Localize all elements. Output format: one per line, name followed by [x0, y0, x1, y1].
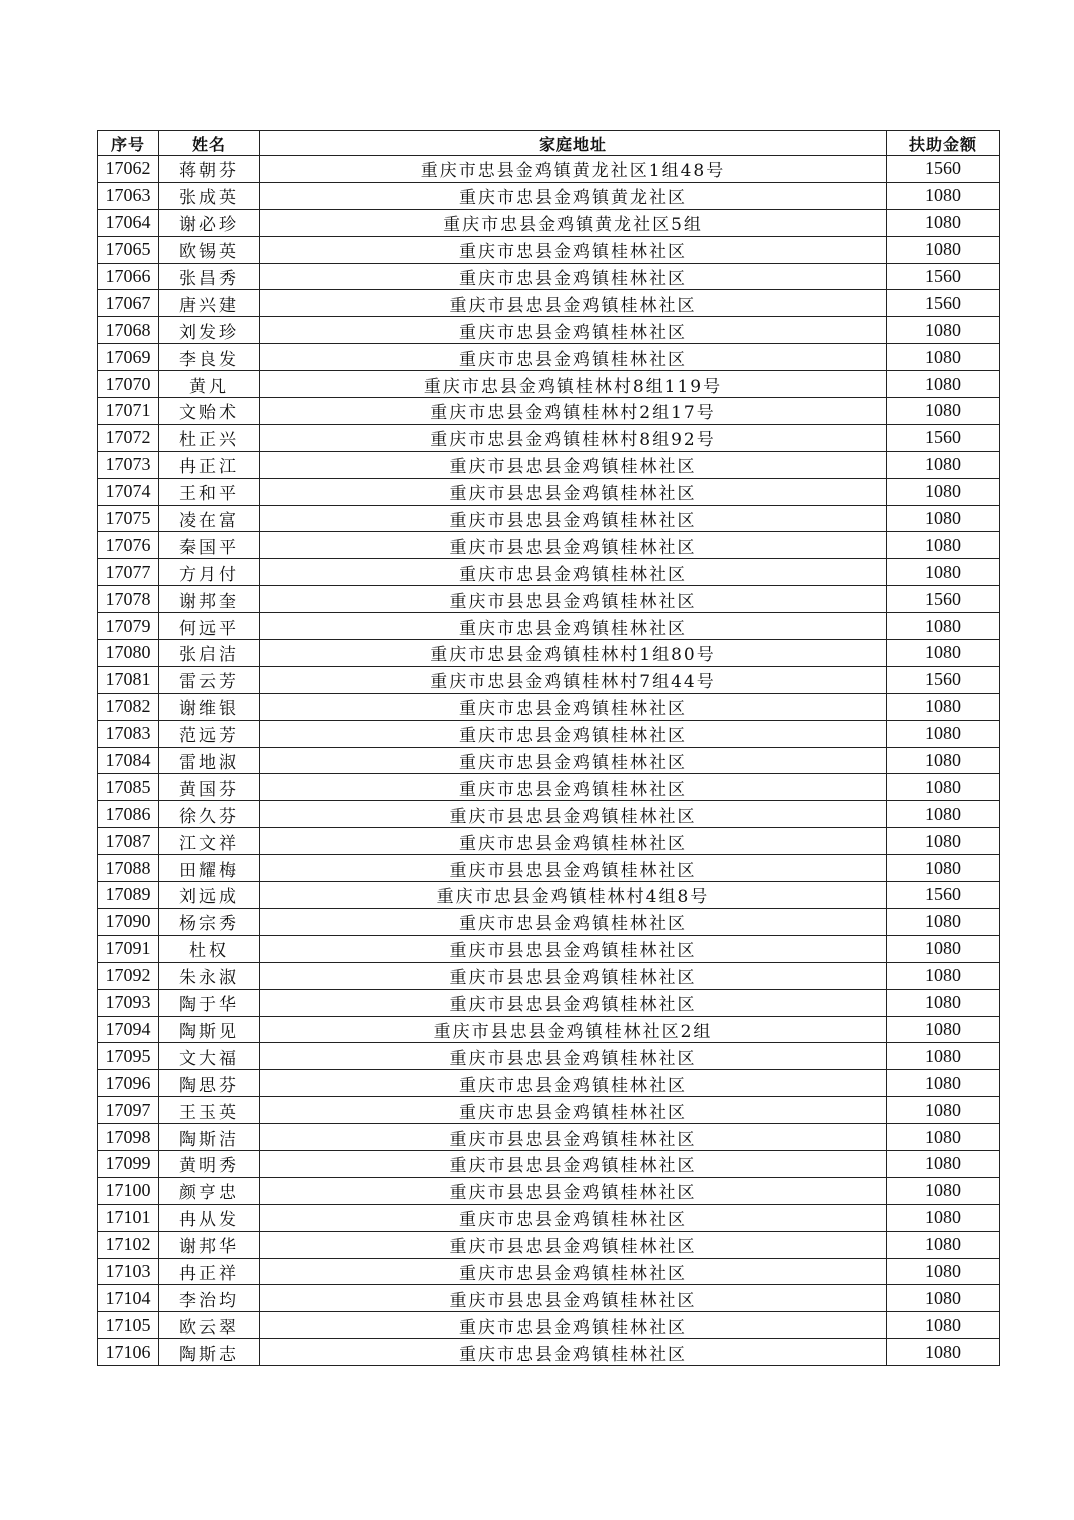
cell-amount: 1560 [887, 666, 1000, 693]
cell-amount: 1080 [887, 1097, 1000, 1124]
cell-serial-number: 17076 [98, 532, 159, 559]
cell-name: 黄国芬 [159, 774, 260, 801]
cell-amount: 1560 [887, 156, 1000, 183]
cell-serial-number: 17077 [98, 559, 159, 586]
cell-amount: 1080 [887, 989, 1000, 1016]
cell-amount: 1080 [887, 855, 1000, 882]
table-row [98, 640, 1000, 667]
cell-serial-number: 17094 [98, 1016, 159, 1043]
cell-amount: 1080 [887, 532, 1000, 559]
cell-name: 范远芳 [159, 720, 260, 747]
cell-serial-number: 17096 [98, 1070, 159, 1097]
table-row [98, 1258, 1000, 1285]
cell-name: 王和平 [159, 478, 260, 505]
table-row [98, 451, 1000, 478]
cell-name: 凌在富 [159, 505, 260, 532]
cell-address: 重庆市县忠县金鸡镇桂林社区 [260, 935, 887, 962]
cell-address: 重庆市县忠县金鸡镇桂林社区 [260, 478, 887, 505]
cell-serial-number: 17097 [98, 1097, 159, 1124]
cell-serial-number: 17082 [98, 693, 159, 720]
cell-address: 重庆市忠县金鸡镇桂林社区 [260, 747, 887, 774]
table-row [98, 1231, 1000, 1258]
cell-address: 重庆市县忠县金鸡镇桂林社区 [260, 1124, 887, 1151]
cell-address: 重庆市县忠县金鸡镇桂林社区2组 [260, 1016, 887, 1043]
cell-amount: 1560 [887, 586, 1000, 613]
cell-address: 重庆市县忠县金鸡镇桂林社区 [260, 962, 887, 989]
cell-name: 文贻术 [159, 398, 260, 425]
cell-amount: 1080 [887, 1312, 1000, 1339]
cell-amount: 1080 [887, 1043, 1000, 1070]
cell-name: 秦国平 [159, 532, 260, 559]
cell-address: 重庆市县忠县金鸡镇桂林社区 [260, 505, 887, 532]
table-row [98, 828, 1000, 855]
cell-name: 欧锡英 [159, 236, 260, 263]
table-row [98, 156, 1000, 183]
table-body [98, 156, 1000, 1366]
cell-serial-number: 17064 [98, 209, 159, 236]
table-row [98, 1285, 1000, 1312]
cell-address: 重庆市忠县金鸡镇桂林社区 [260, 1097, 887, 1124]
cell-amount: 1080 [887, 317, 1000, 344]
cell-amount: 1080 [887, 236, 1000, 263]
table-row [98, 559, 1000, 586]
cell-amount: 1080 [887, 182, 1000, 209]
cell-amount: 1080 [887, 1124, 1000, 1151]
cell-address: 重庆市忠县金鸡镇桂林村7组44号 [260, 666, 887, 693]
table-row [98, 774, 1000, 801]
cell-name: 雷云芳 [159, 666, 260, 693]
cell-serial-number: 17068 [98, 317, 159, 344]
cell-name: 欧云翠 [159, 1312, 260, 1339]
cell-amount: 1080 [887, 613, 1000, 640]
table-row [98, 371, 1000, 398]
cell-amount: 1080 [887, 962, 1000, 989]
cell-serial-number: 17081 [98, 666, 159, 693]
cell-address: 重庆市县忠县金鸡镇桂林社区 [260, 1043, 887, 1070]
cell-serial-number: 17065 [98, 236, 159, 263]
table-row [98, 1312, 1000, 1339]
cell-serial-number: 17103 [98, 1258, 159, 1285]
cell-serial-number: 17062 [98, 156, 159, 183]
cell-address: 重庆市忠县金鸡镇桂林社区 [260, 1070, 887, 1097]
cell-address: 重庆市忠县金鸡镇桂林村4组8号 [260, 882, 887, 909]
cell-amount: 1080 [887, 451, 1000, 478]
cell-name: 谢维银 [159, 693, 260, 720]
cell-serial-number: 17092 [98, 962, 159, 989]
cell-address: 重庆市忠县金鸡镇桂林社区 [260, 559, 887, 586]
cell-address: 重庆市县忠县金鸡镇桂林社区 [260, 1231, 887, 1258]
cell-address: 重庆市忠县金鸡镇桂林社区 [260, 236, 887, 263]
cell-amount: 1080 [887, 1339, 1000, 1366]
header-row [98, 131, 1000, 156]
cell-amount: 1080 [887, 209, 1000, 236]
cell-address: 重庆市县忠县金鸡镇桂林社区 [260, 1285, 887, 1312]
table-row [98, 882, 1000, 909]
cell-amount: 1080 [887, 693, 1000, 720]
table-row [98, 1150, 1000, 1177]
cell-address: 重庆市忠县金鸡镇桂林社区 [260, 1312, 887, 1339]
table-row [98, 801, 1000, 828]
cell-serial-number: 17091 [98, 935, 159, 962]
cell-address: 重庆市忠县金鸡镇黄龙社区5组 [260, 209, 887, 236]
table-row [98, 747, 1000, 774]
cell-address: 重庆市县忠县金鸡镇桂林社区 [260, 586, 887, 613]
cell-amount: 1080 [887, 1150, 1000, 1177]
cell-name: 唐兴建 [159, 290, 260, 317]
cell-serial-number: 17075 [98, 505, 159, 532]
cell-address: 重庆市县忠县金鸡镇桂林社区 [260, 855, 887, 882]
cell-address: 重庆市忠县金鸡镇黄龙社区1组48号 [260, 156, 887, 183]
cell-serial-number: 17093 [98, 989, 159, 1016]
cell-address: 重庆市忠县金鸡镇桂林社区 [260, 613, 887, 640]
cell-serial-number: 17100 [98, 1177, 159, 1204]
cell-amount: 1080 [887, 371, 1000, 398]
cell-serial-number: 17071 [98, 398, 159, 425]
cell-address: 重庆市忠县金鸡镇桂林社区 [260, 1204, 887, 1231]
cell-name: 刘发珍 [159, 317, 260, 344]
cell-amount: 1080 [887, 640, 1000, 667]
cell-name: 陶思芬 [159, 1070, 260, 1097]
table-header [98, 131, 1000, 156]
cell-serial-number: 17072 [98, 424, 159, 451]
cell-address: 重庆市忠县金鸡镇桂林村8组119号 [260, 371, 887, 398]
cell-name: 陶斯见 [159, 1016, 260, 1043]
cell-name: 陶斯志 [159, 1339, 260, 1366]
cell-name: 张成英 [159, 182, 260, 209]
table-row [98, 962, 1000, 989]
cell-name: 黄明秀 [159, 1150, 260, 1177]
cell-serial-number: 17105 [98, 1312, 159, 1339]
cell-amount: 1560 [887, 424, 1000, 451]
cell-amount: 1080 [887, 774, 1000, 801]
cell-name: 徐久芬 [159, 801, 260, 828]
cell-address: 重庆市县忠县金鸡镇桂林社区 [260, 290, 887, 317]
table-row [98, 586, 1000, 613]
cell-amount: 1080 [887, 1231, 1000, 1258]
cell-amount: 1080 [887, 908, 1000, 935]
cell-name: 冉正江 [159, 451, 260, 478]
table-row [98, 317, 1000, 344]
cell-amount: 1080 [887, 478, 1000, 505]
cell-amount: 1080 [887, 1070, 1000, 1097]
cell-amount: 1080 [887, 1285, 1000, 1312]
cell-serial-number: 17069 [98, 344, 159, 371]
cell-serial-number: 17089 [98, 882, 159, 909]
table-row [98, 908, 1000, 935]
cell-serial-number: 17104 [98, 1285, 159, 1312]
cell-name: 黄凡 [159, 371, 260, 398]
cell-address: 重庆市县忠县金鸡镇桂林社区 [260, 1177, 887, 1204]
cell-amount: 1080 [887, 505, 1000, 532]
cell-name: 李良发 [159, 344, 260, 371]
cell-amount: 1080 [887, 559, 1000, 586]
cell-amount: 1080 [887, 828, 1000, 855]
table-row [98, 1177, 1000, 1204]
table-row [98, 263, 1000, 290]
table-row [98, 236, 1000, 263]
cell-serial-number: 17067 [98, 290, 159, 317]
cell-serial-number: 17086 [98, 801, 159, 828]
cell-address: 重庆市忠县金鸡镇桂林社区 [260, 317, 887, 344]
cell-serial-number: 17106 [98, 1339, 159, 1366]
header-serial-number: 序号 [98, 131, 159, 156]
cell-amount: 1080 [887, 1204, 1000, 1231]
table-row [98, 424, 1000, 451]
table-row [98, 182, 1000, 209]
cell-amount: 1560 [887, 882, 1000, 909]
cell-serial-number: 17088 [98, 855, 159, 882]
cell-name: 文大福 [159, 1043, 260, 1070]
header-subsidy-amount: 扶助金额 [887, 131, 1000, 156]
cell-amount: 1560 [887, 263, 1000, 290]
cell-address: 重庆市忠县金鸡镇桂林社区 [260, 774, 887, 801]
cell-name: 江文祥 [159, 828, 260, 855]
table-row [98, 935, 1000, 962]
cell-serial-number: 17083 [98, 720, 159, 747]
cell-amount: 1560 [887, 290, 1000, 317]
cell-address: 重庆市县忠县金鸡镇桂林社区 [260, 989, 887, 1016]
cell-serial-number: 17095 [98, 1043, 159, 1070]
cell-address: 重庆市忠县金鸡镇桂林社区 [260, 1339, 887, 1366]
table-row [98, 666, 1000, 693]
cell-name: 陶斯洁 [159, 1124, 260, 1151]
cell-name: 蒋朝芬 [159, 156, 260, 183]
table-row [98, 1016, 1000, 1043]
table-row [98, 398, 1000, 425]
cell-name: 冉从发 [159, 1204, 260, 1231]
cell-serial-number: 17101 [98, 1204, 159, 1231]
table-row [98, 505, 1000, 532]
cell-name: 杜正兴 [159, 424, 260, 451]
cell-serial-number: 17099 [98, 1150, 159, 1177]
cell-amount: 1080 [887, 344, 1000, 371]
cell-serial-number: 17070 [98, 371, 159, 398]
cell-address: 重庆市忠县金鸡镇桂林社区 [260, 344, 887, 371]
cell-address: 重庆市忠县金鸡镇桂林村8组92号 [260, 424, 887, 451]
cell-name: 方月付 [159, 559, 260, 586]
table-row [98, 1043, 1000, 1070]
table-row [98, 989, 1000, 1016]
cell-serial-number: 17079 [98, 613, 159, 640]
table-row [98, 290, 1000, 317]
cell-name: 张昌秀 [159, 263, 260, 290]
cell-address: 重庆市忠县金鸡镇桂林社区 [260, 908, 887, 935]
cell-amount: 1080 [887, 1258, 1000, 1285]
cell-name: 李治均 [159, 1285, 260, 1312]
cell-address: 重庆市县忠县金鸡镇桂林社区 [260, 451, 887, 478]
table-row [98, 1070, 1000, 1097]
cell-name: 王玉英 [159, 1097, 260, 1124]
cell-name: 陶于华 [159, 989, 260, 1016]
cell-serial-number: 17087 [98, 828, 159, 855]
cell-serial-number: 17098 [98, 1124, 159, 1151]
cell-serial-number: 17090 [98, 908, 159, 935]
table-row [98, 720, 1000, 747]
cell-name: 冉正祥 [159, 1258, 260, 1285]
cell-address: 重庆市忠县金鸡镇桂林社区 [260, 263, 887, 290]
cell-serial-number: 17078 [98, 586, 159, 613]
cell-serial-number: 17084 [98, 747, 159, 774]
cell-amount: 1080 [887, 935, 1000, 962]
table-row [98, 478, 1000, 505]
table-row [98, 1204, 1000, 1231]
cell-address: 重庆市忠县金鸡镇桂林社区 [260, 720, 887, 747]
cell-address: 重庆市忠县金鸡镇桂林社区 [260, 1258, 887, 1285]
cell-address: 重庆市忠县金鸡镇黄龙社区 [260, 182, 887, 209]
cell-name: 谢必珍 [159, 209, 260, 236]
table-row [98, 613, 1000, 640]
cell-name: 何远平 [159, 613, 260, 640]
table-row [98, 855, 1000, 882]
table-row [98, 344, 1000, 371]
cell-address: 重庆市忠县金鸡镇桂林社区 [260, 828, 887, 855]
cell-name: 杨宗秀 [159, 908, 260, 935]
header-name: 姓名 [159, 131, 260, 156]
cell-serial-number: 17102 [98, 1231, 159, 1258]
cell-address: 重庆市忠县金鸡镇桂林村1组80号 [260, 640, 887, 667]
table-row [98, 1124, 1000, 1151]
table-row [98, 532, 1000, 559]
cell-serial-number: 17066 [98, 263, 159, 290]
table-row [98, 209, 1000, 236]
cell-name: 颜亨忠 [159, 1177, 260, 1204]
cell-address: 重庆市忠县金鸡镇桂林社区 [260, 693, 887, 720]
cell-name: 刘远成 [159, 882, 260, 909]
cell-amount: 1080 [887, 747, 1000, 774]
table-row [98, 1097, 1000, 1124]
cell-amount: 1080 [887, 398, 1000, 425]
cell-amount: 1080 [887, 1016, 1000, 1043]
cell-serial-number: 17063 [98, 182, 159, 209]
cell-address: 重庆市县忠县金鸡镇桂林社区 [260, 1150, 887, 1177]
header-home-address: 家庭地址 [260, 131, 887, 156]
cell-amount: 1080 [887, 801, 1000, 828]
table-row [98, 1339, 1000, 1366]
cell-serial-number: 17074 [98, 478, 159, 505]
cell-address: 重庆市县忠县金鸡镇桂林社区 [260, 801, 887, 828]
table-row [98, 693, 1000, 720]
cell-serial-number: 17073 [98, 451, 159, 478]
cell-name: 张启洁 [159, 640, 260, 667]
cell-name: 杜权 [159, 935, 260, 962]
cell-name: 朱永淑 [159, 962, 260, 989]
cell-address: 重庆市忠县金鸡镇桂林村2组17号 [260, 398, 887, 425]
cell-address: 重庆市县忠县金鸡镇桂林社区 [260, 532, 887, 559]
cell-amount: 1080 [887, 720, 1000, 747]
cell-name: 谢邦奎 [159, 586, 260, 613]
cell-name: 雷地淑 [159, 747, 260, 774]
cell-amount: 1080 [887, 1177, 1000, 1204]
cell-name: 谢邦华 [159, 1231, 260, 1258]
subsidy-table [97, 130, 1000, 1366]
cell-serial-number: 17080 [98, 640, 159, 667]
cell-name: 田耀梅 [159, 855, 260, 882]
cell-serial-number: 17085 [98, 774, 159, 801]
